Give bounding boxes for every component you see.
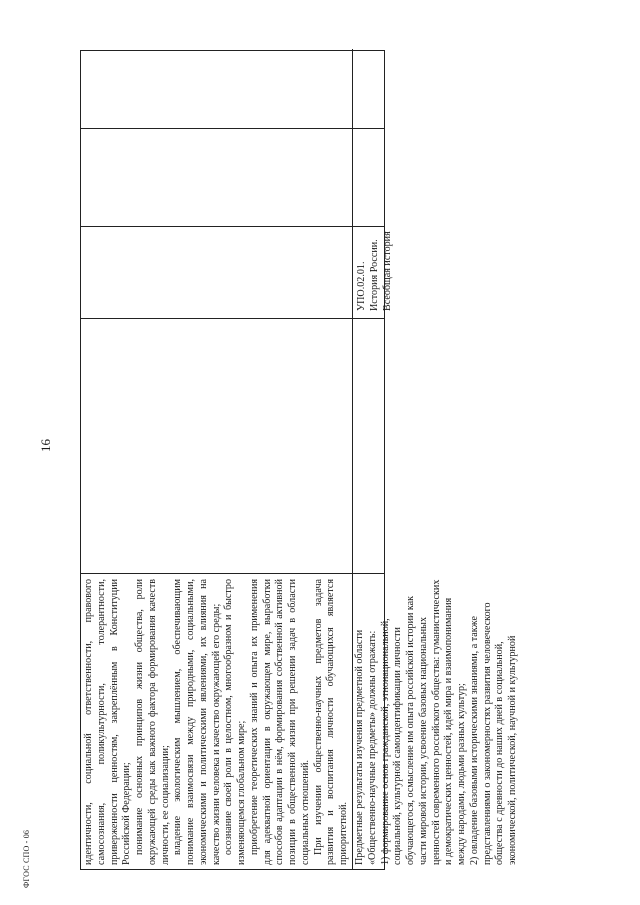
paragraph: 2) овладение базовыми историческими знаниями, а также представлениями о закономерностях развития человеческого общества с древности до наших дней в социальной, экономической, политической, научной и культурной xyxy=(468,602,518,865)
paragraph: приобретение теоретических знаний и опыта их применения для адекватной ориентации в окружающем мире, выработки способов адаптации в нём, формирования собственной активной позиции в общественной жизни при решении задач в области социальных отношений. xyxy=(248,579,311,865)
subject-results-cell xyxy=(354,579,520,865)
paragraph: Предметные результаты изучения предметной области «Общественно-научные предметы» должны отражать: xyxy=(354,629,378,865)
paragraph: владение экологическим мышлением, обеспечивающим понимание взаимосвязи между природными, социальными, экономическими и политическими явлениями, их влияния на качество жизни человека и качество окружающей его среды; xyxy=(172,579,222,865)
standards-table xyxy=(80,50,518,870)
paragraph: понимание основных принципов жизни общества, роли окружающей среды как важного фактора формирования качеств личности, ее социализации; xyxy=(134,579,171,865)
paragraph: 1) формирование основ гражданской, этнонациональной, социальной, культурной самоидентификации личности обучающегося, осмысление им опыта российской истории как части мировой истории, усвоение базовых национальных ценностей современного российского общества: гуманистических и демократических ценностей, идей мира и взаимопонимания между народами, людьми разных культур; xyxy=(379,579,467,865)
subject-cell xyxy=(356,231,394,311)
page-number: 16 xyxy=(38,439,53,452)
row-divider xyxy=(352,49,353,869)
subject-name: История России. Всеобщая история xyxy=(368,231,393,311)
column-divider xyxy=(81,226,384,227)
paragraph: идентичности, социальной ответственности, правового самосознания, поликультурности, толерантности, приверженности ценностям, закреплённым в Конституции Российской Федерации; xyxy=(83,579,133,865)
paragraph: При изучении общественно-научных предметов задача развития и воспитания личности обучающихся является приоритетной. xyxy=(312,579,349,865)
column-divider xyxy=(81,573,384,574)
column-divider xyxy=(81,128,384,129)
column-divider xyxy=(81,318,384,319)
results-cell xyxy=(83,579,351,865)
subject-code: УПО.02.01. xyxy=(356,261,367,311)
footer-code: ФГОС СПО - 06 xyxy=(22,829,31,888)
paragraph: осознание своей роли в целостном, многообразном и быстро изменяющемся глобальном мире; xyxy=(223,579,247,865)
rotated-page xyxy=(80,50,518,870)
